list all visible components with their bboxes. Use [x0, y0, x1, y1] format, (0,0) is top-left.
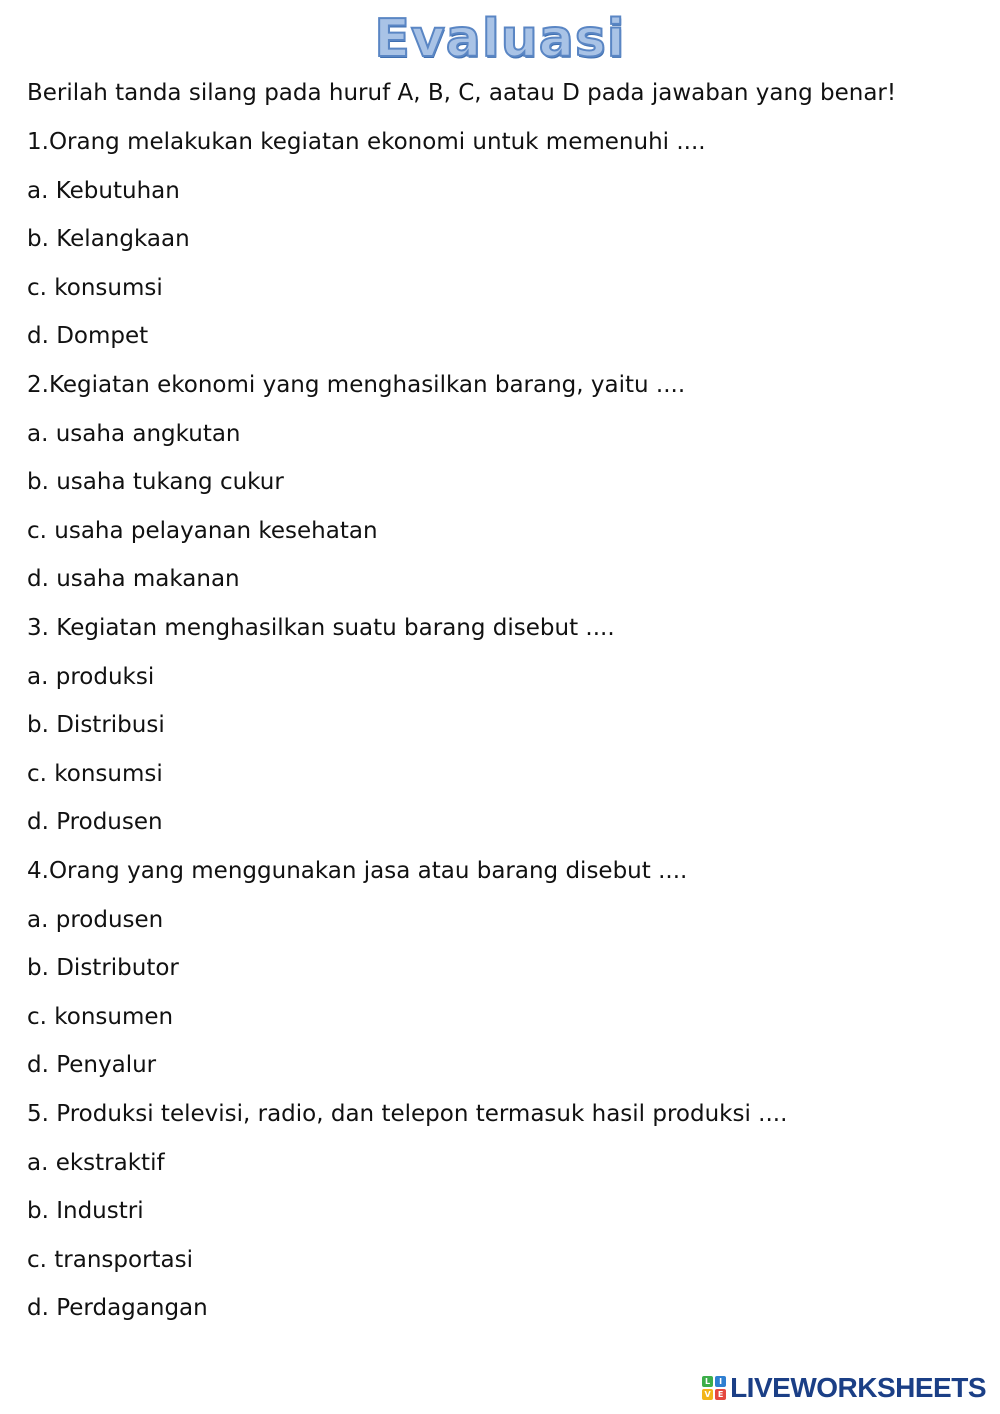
q1-option-c[interactable]: c. konsumsi [27, 275, 163, 301]
q3-option-d[interactable]: d. Produsen [27, 809, 163, 835]
q3-option-c[interactable]: c. konsumsi [27, 761, 163, 787]
question-2: 2.Kegiatan ekonomi yang menghasilkan barang, yaitu .... [27, 372, 686, 398]
q2-option-a[interactable]: a. usaha angkutan [27, 421, 241, 447]
q1-option-b[interactable]: b. Kelangkaan [27, 226, 190, 252]
q5-option-d[interactable]: d. Perdagangan [27, 1295, 208, 1321]
logo-cell-e: E [715, 1389, 726, 1400]
logo-cell-i: I [715, 1376, 726, 1387]
q1-option-a[interactable]: a. Kebutuhan [27, 178, 180, 204]
instruction-text: Berilah tanda silang pada huruf A, B, C, aatau D pada jawaban yang benar! [27, 80, 897, 106]
q4-option-c[interactable]: c. konsumen [27, 1004, 174, 1030]
liveworksheets-logo [702, 1370, 986, 1406]
question-4: 4.Orang yang menggunakan jasa atau barang disebut .... [27, 858, 688, 884]
logo-cell-v: V [702, 1389, 713, 1400]
q3-option-a[interactable]: a. produksi [27, 664, 155, 690]
q4-option-d[interactable]: d. Penyalur [27, 1052, 157, 1078]
q4-option-a[interactable]: a. produsen [27, 907, 164, 933]
question-3: 3. Kegiatan menghasilkan suatu barang disebut .... [27, 615, 615, 641]
q2-option-d[interactable]: d. usaha makanan [27, 566, 240, 592]
page-title: Evaluasi [374, 9, 626, 69]
q1-option-d[interactable]: d. Dompet [27, 323, 149, 349]
brand-name: LIVEWORKSHEETS [730, 1372, 986, 1403]
question-1: 1.Orang melakukan kegiatan ekonomi untuk memenuhi .... [27, 129, 706, 155]
q5-option-b[interactable]: b. Industri [27, 1198, 144, 1224]
q2-option-b[interactable]: b. usaha tukang cukur [27, 469, 284, 495]
logo-grid-icon [702, 1376, 726, 1400]
q3-option-b[interactable]: b. Distribusi [27, 712, 165, 738]
q4-option-b[interactable]: b. Distributor [27, 955, 179, 981]
q5-option-c[interactable]: c. transportasi [27, 1247, 194, 1273]
q5-option-a[interactable]: a. ekstraktif [27, 1150, 165, 1176]
logo-cell-l: L [702, 1376, 713, 1387]
question-5: 5. Produksi televisi, radio, dan telepon termasuk hasil produksi .... [27, 1101, 788, 1127]
q2-option-c[interactable]: c. usaha pelayanan kesehatan [27, 518, 378, 544]
